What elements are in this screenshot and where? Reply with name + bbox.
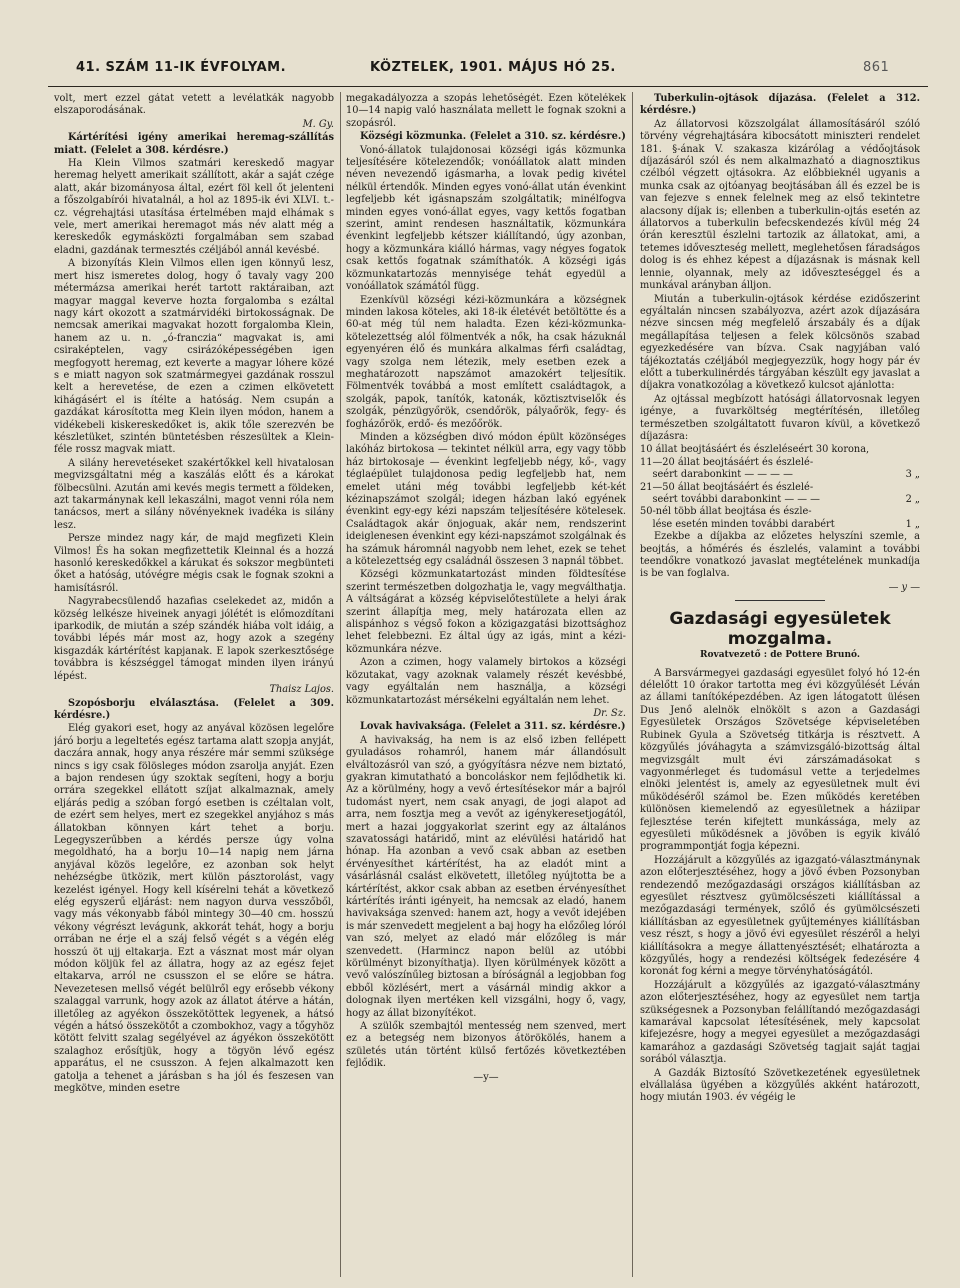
- paragraph: Persze mindez nagy kár, de majd megfizeti Klein Vilmos! És ha sokan megfizettetik Kleinnal és a hozzá hasonló kereskedőkkel a kárukat és sokszor megbünteti őket a hatóság, utóvégre mégis csak le fognak szokni a hamisításról.: [54, 533, 334, 594]
- fee-value: [869, 444, 920, 456]
- header-rule: [48, 86, 928, 87]
- page-header: [48, 60, 928, 82]
- paragraph: Azon a czimen, hogy valamely birtokos a községi közutakat, vagy azoknak valamely részét kevésbbé, vagy egyáltalán nem használja, a községi közmunkatartozást mérsékelni egyáltalán nem lehet.: [346, 657, 626, 706]
- article-tuberkulin-end: [640, 531, 920, 594]
- column-divider: [340, 92, 341, 1277]
- article-title: Lovak havivaksága. (Felelet a 311. sz. kérdésre.): [360, 721, 626, 733]
- section-editor: Rovatvezető : de Pottere Brunó.: [700, 650, 860, 661]
- page-number: 861: [863, 60, 890, 75]
- fee-value: [869, 506, 920, 518]
- paragraph: Vonó-állatok tulajdonosai községi igás közmunka teljesítésére kötelezendők; vonóállatok alatt minden néven nevezendő igásmarha, a lovak pedig kivétel nélkül értendők. Minden egyes vonó-állat után évenkint legfeljebb két igásnapszám szolgáltatik; minélfogva minden egyes vonó-állat egyes, vagy kettős fogatban szerint, amint rendesen használtatik, közmunkára évenkint legfeljebb kétszer kiállítandó, úgy azonban, hogy a közmunkára kiálló hármas, vagy négyes fogatok csak kettős fogatnak számíthatók. A községi igás közmunkatartozás mennyisége tehát egyedül a vonóállatok számától függ.: [346, 144, 626, 293]
- paragraph: Nagyrabecsülendő hazafias cselekedet az, midőn a község lelkésze hiveinek anyagi jólétét is előmozdítani iparkodik, de miután a szép szándék hiába volt idáig, a további lépés már most az, hogy azok a szegény kisgazdák kártérítést kapjanak. E lapok szerkesztősége továbbra is készséggel támogat minden ilyen irányú lépést.: [54, 596, 334, 682]
- paragraph: Ezenkívül községi kézi-közmunkára a községnek minden lakosa köteles, aki 18-ik életévét betöltötte és a 60-at még túl nem haladta. Ezen kézi-közmunka-kötelezettség alól fölmentvék a nők, ha csak házuknál egyenyéren élő és munkára alkalmas férfi családtag, vagy szolga nem létezik, mely esetben ezek a meghatározott napszámot amazokért teljesítik. Fölmentvék továbbá a most említett családtagok, a szolgák, papok, tanítók, katonák, köztisztviselők és szolgák, pénzügyőrök, csendőrök, pályaőrök, fegy- és fogházőrök, erdő- és mezőőrök.: [346, 294, 626, 430]
- paragraph: A bizonyítás Klein Vilmos ellen igen könnyű lesz, mert hisz ismeretes dolog, hogy ő tavaly vagy 200 métermázsa amerikai herét tartott raktáraiban, azt magyar maggal keverve hozta forgalomba s ezáltal nagy kárt okozott a szatmárvidéki birtokosságnak. De nemcsak amerikai magvakat hozott forgalomba Klein, hanem az u. n. „ó-franczia“ magvakat is, ami csiraképtelen, vagy csirázóképességében igen megfogyott heremag, ezt keverte a magyar lóhere közé s e miatt nagyon sok szatmármegyei gazdának rosszul kelt a herevetése, de ezen a czimen elkövetett kihágásért el is ítélte a hatóság. Nem csupán a gazdákat károsította meg Klein ilyen módon, hanem a vidékebeli kiskereskedőket is, akik tőle szerezvén be készletüket, szintén büntetésben részesültek a Klein-féle rossz magvak miatt.: [54, 258, 334, 456]
- fee-label: lése esetén minden további darabért: [640, 518, 835, 530]
- fee-label: 10 állat beojtásáért és észleléseért 30 korona,: [640, 444, 870, 456]
- fee-value: [869, 457, 920, 469]
- fee-label: 11—20 állat beojtásáért és észlelé-: [640, 456, 814, 468]
- fee-label: seért darabonkint — — — —: [640, 469, 793, 481]
- fee-row: [640, 482, 920, 494]
- paragraph: A Gazdák Biztosító Szövetkezetének egyesületnek elvállalása ügyében a közgyűlés akként határozott, hogy miután 1903. év végéig le: [640, 1067, 920, 1104]
- column-3: [640, 93, 920, 1273]
- paragraph: —y—: [473, 1071, 499, 1083]
- fee-value: 2 „: [905, 494, 920, 505]
- fee-label: seért további darabonkint — — —: [640, 494, 820, 505]
- paragraph: A silány herevetéseket szakértőkkel kell hivatalosan megvizsgáltatni még a kaszálás előtt és a károkat fölbecsülni. Azután ami kevés megis termett a földeken, azt takarmánynak kell lekaszálni, magot venni róla nem tanácsos, mert a silány növényeknek ivadéka is silány lesz.: [54, 457, 334, 531]
- fee-value: 1 „: [905, 518, 920, 530]
- paragraph: megakadályozza a szopás lehetőségét. Ezen kötelékek 10—14 napig való használata mellett le fognak szokni a szopásról.: [346, 93, 626, 129]
- paragraph: Hozzájárult a közgyűlés az igazgató-választmánynak azon előterjesztéséhez, hogy a jövő évben Pozsonyban rendezendő mezőgazdasági országos kiállításban az egyesület résztvesz gyümölcsészeti kiállítással a mezőgazdasági termények, szőlő és gyümölcsészeti kiállításban az egyesületnek gyűjteményes kiállításban vesz részt, s hogy a jövő évi egyesület részéről a helyi kiállításokra a megye állattenyésztését; elhatározta a közgyűlés, hogy a rendezési költségek fedezésére 4 koronát fog kérni a megye törvényhatóságától.: [640, 854, 920, 978]
- issue-label: 41. SZÁM 11-IK ÉVFOLYAM.: [76, 60, 287, 75]
- paragraph: Elég gyakori eset, hogy az anyával közösen legelőre járó borju a legeltetés egész tartama alatt szopja anyját, daczára annak, hogy anya részére már semmi szüksége nincs s igy csak fölösleges módon zsarolja anyját. Ezen a bajon rendesen úgy szoktak segíteni, hogy a borju orrára szegekkel ellátott szíjat alkalmaznak, amely eljárás pedig a szóban forgó esetben is czéltalan volt, de ezért sem helyes, mert ez szegekkel anyjához s más állatokban könnyen kárt tehet a borju. Legegyszerűbben a kérdés persze úgy volna megoldható, ha a borju 10—14 napig nem járna anyjával közös legelőre, ez azonban sok helyt nehézségbe ütközik, mert külön pásztorolást, vagy kezelést igényel. Hogy kell kísérelni tehát a következő elég egyszerű eljárást: nem nagyon durva vesszőből, vagy más vékonyabb fából mintegy 30—40 cm. hosszú vékony végrészt levágunk, akkorát tehát, hogy a borju orrában ne érje el a száj felső végét s a végén elég hosszú öt ujj eltakarja. Ezt a vásznat most már olyan módon köljük fel az állatra, hogy az az egész fejet eltakarva, arról ne csusszon el se előre se hátra. Nevezetesen mellső végét belülről egy erősebb vékony szalaggal varrunk, hogy azok az állatot átérve a hátán, illetőleg az agyékon összekötöttek legyenek, a hátsó végén a hátsó összekötőt a czombokhoz, vagy a tőgyhöz kötött felvitt szalag segélyével az ágyékon összekötött szalaghoz erősítjük, hogy a tögyön lévő egész apparátus, el ne csusszon. A fejen alkalmazott ken gatolja a tehenet a járásban s ha jól és feszesen van megkötve, minden esetre: [54, 723, 334, 1095]
- paragraph: A Barsvármegyei gazdasági egyesület folyó hó 12-én délelőtt 10 órakor tartotta meg évi közgyűlését Léván az állami tanítóképezdében. Az igen látogatott ülésen Dus Jenő alelnök elnökölt s azon a Gazdasági Egyesületek Országos Szövetsége képviseletében Rubinek Gyula a Szövetség titkárja is résztvett. A közgyűlés jóváhagyta a számvizsgáló-bizottság által megvizsgált mult évi zárszámadásokat s vagyonmérleget és tudomásul vette a terjedelmes elnöki jelentést is, amely az egyesületnek mult évi működéséről számol be. Ezen működés keretében különösen kiemelendő az egyesületnek a háziipar fejlesztése terén kifejtett munkássága, mely az egyesületi működésnek a jövőben is egyik kiváló programmpontját fogja képezni.: [640, 667, 920, 853]
- fee-row: [640, 506, 920, 518]
- paragraph: Miután a tuberkulin-ojtások kérdése ezidőszerint egyáltalán nincsen szabályozva, azért azok díjazására nézve sincsen még megfelelő árszabály és a díjak megállapítása teljesen a felek kölcsönös szabad egyezkedésére van bízva. Csak nagyjában való tájékoztatás czéljából megjegyezzük, hogy hogy pár év előtt a tuberkulinérdés tárgyában készült egy javaslat a díjakra vonatkozólag a következő kulcsot ajánlotta:: [640, 293, 920, 392]
- article-title: Tuberkulin-ojtások díjazása. (Felelet a 312. kérdésre.): [640, 93, 920, 117]
- column-divider: [632, 92, 633, 1277]
- section-title: Gazdasági egyesületek mozgalma.: [669, 609, 891, 650]
- fee-row: [640, 444, 920, 456]
- fee-row: [640, 457, 920, 469]
- fee-label: 50-nél több állat beojtása és észle-: [640, 506, 812, 518]
- fee-label: 21—50 állat beojtásáért és észlelé-: [640, 481, 814, 493]
- paragraph: Ha Klein Vilmos szatmári kereskedő magyar heremag helyett amerikait szállított, akár a saját czége alatt, akár bizományosa által, ezért föl kell őt jelenteni a főszolgabírói hivatalnál, a hol az 1895-ik évi XLVI. t.-cz. végrehajtási utasítása értelmében majd elhámak s vele, mert amerikai heremagot más név alatt még a kereskedők egymásközti forgalmában sem szabad eladni, gazdának termesztés czéljából annál kevésbé.: [54, 158, 334, 256]
- fee-value: [869, 482, 920, 494]
- article-title: Szopósborju elválasztása. (Felelet a 309. kérdésre.): [54, 697, 334, 721]
- publication-date: KÖZTELEK, 1901. MÁJUS HÓ 25.: [370, 60, 616, 75]
- column-2: [346, 93, 626, 1273]
- signature: Dr. Sz.: [593, 707, 626, 719]
- signature: — y —: [888, 581, 920, 593]
- paragraph: Az állatorvosi közszolgálat államosításáról szóló törvény végrehajtására kibocsátott miniszteri rendelet 181. §-ának V. szakasza kizárólag a védőojtások díjazásáról szól és nem alkalmazható a diagnosztikus czélból végzett ojtásokra. Az előbbieknél ugyanis a munka csak az ojtóanyag beojtásában áll és ezzel be is van fejezve s ennek felelnek meg az első tekintetre alacsony díjak is; ellenben a tuberkulin-ojtás esetén az állatorvos a tuberkulin befecskendezés kívül még 24 órán keresztül észlelni tartozik az állatokat, ami, a tetemes időveszteség mellett, meglehetősen fáradságos dolog is és ehhez képest a díjazásnak is másnak kell lennie, olyannak, mely az időveszteséggel és a munkával arányban álljon.: [640, 118, 920, 292]
- paragraph: Minden a községben divó módon épült közönséges lakóház birtokosa — tekintet nélkül arra, egy vagy több ház birtokosaje — évenkint legfeljebb négy, kő-, vagy téglaépület tulajdonosa pedig legfeljebb hat, nem emelet utáni még további legfeljebb két-két kézinapszámot szolgál; idegen házban lakó egyének évenkint egy-egy kézi napszám teljesítésére kötelesek. Családtagok akár önjoguak, akár nem, rendszerint ideiglenesen évenkint egy kézi-napszámot szolgálnak és ha számuk háromnál nagyobb nem lehet, ezek se tehet a kötelezettség egy családnál összesen 3 napnál többet.: [346, 431, 626, 568]
- paragraph: volt, mert ezzel gátat vetett a levélatkák nagyobb elszaporodásának.: [54, 93, 334, 117]
- article-title: Községi közmunka. (Felelet a 310. sz. kérdésre.): [360, 131, 626, 143]
- article-title: Kártérítési igény amerikai heremag-szállítás miatt. (Felelet a 308. kérdésre.): [54, 132, 334, 156]
- signature: M. Gy.: [302, 118, 334, 130]
- article-barsvarmegye: [640, 668, 920, 1105]
- paragraph: A havivakság, ha nem is az első izben fellépett gyuladásos rohamról, hanem már állandósult elváltozásról van szó, a gyógyításra nézve nem biztató, gyakran kimutatható a boncoláskor nem fejlődhetik ki. Az a körülmény, hogy a vevő értesítésekor már a bajról tudomást nyert, nem csak anyagi, de jogi alapot ad arra, nem fosztja meg a vevőt az igénykeresetjogától, mert a hazai joggyakorlat szerint egy az általános szavatossági határidő, mint az elévülési határidő hat hónap. Ha azonban a vevő csak abban az esetben érvényesíthet kártérítést, ha az eladót mint a vásárlásnál csalást elkövetett, illetőleg nyújtotta be a kártérítést, akkor csak abban az esetben érvényesíthet kártérítés iránti igényeit, ha nemcsak az eladó, hanem havivaksága szenved: hanem azt, hogy a vevőt idejében is már szenvedett megjelent a baj hogy ha előzőleg lóról van szó, melyet az eladó már előzőleg is már szenvedett. (Harmincz napon belül az utóbbi körülményt bizonyíthatja). Ilyen körülmények között a vevő valószínűleg biztosan a bíróságnál a legjobban fog ebből közlésért, mert a vásárnál mindig akkor a dolognak ilyen mertéken kell vizsgálni, hogy ő, vagy, hogy az állat bizonyítékot.: [346, 734, 626, 1019]
- column-1: [54, 93, 334, 1273]
- fee-value: 3 „: [905, 469, 920, 481]
- paragraph: Hozzájárult a közgyűlés az igazgató-választmány azon előterjesztéséhez, hogy az egyesület nem tartja szükségesnek a Pozsonyban felállítandó mezőgazdasági kamarával kapcsolat létesítésének, mely kapcsolat kifejezésre, hogy a megyei egyesület a mezőgazdasági kamarához a gazdasági Szövetség tagjait saját tagjai sorából választja.: [640, 979, 920, 1066]
- section-rule: [735, 600, 825, 601]
- fee-table: [640, 444, 920, 531]
- signature: Thaisz Lajos.: [269, 684, 334, 696]
- fee-row: [640, 469, 920, 481]
- paragraph: Ezekbe a díjakba az előzetes helyszíni szemle, a beojtás, a hőmérés és észlelés, valamint a további teendőkre vonatkozó javaslat megtételének munkadíja is be van foglalva.: [640, 531, 920, 580]
- paragraph: Az ojtással megbízott hatósági állatorvosnak legyen igénye, a fuvarköltség megtérítésén, illetőleg természetben szolgáltatott fuvaron kívül, a következő díjazásra:: [640, 393, 920, 442]
- paragraph: Községi közmunkatartozást minden földtesítése szerint természetben dolgozhatja le, vagy megválthatja. A váltságárat a község képviselőtestülete a helyi árak szerint állapítja meg, mely határozata ellen az alispánhoz s végső fokon a közigazgatási bizottsághoz lehet felebbezni. Ez által úgy az igás, mint a kézi-közmunkára nézve.: [346, 569, 626, 655]
- paragraph: A szülők szembajtól mentesség nem szenved, mert ez a betegség nem bizonyos átörökölés, hanem a születés után történt külső fertőzés következtében fejlődik.: [346, 1021, 626, 1070]
- fee-row: [640, 494, 920, 506]
- article-tuberkulin: [640, 93, 920, 443]
- fee-row: [640, 519, 920, 531]
